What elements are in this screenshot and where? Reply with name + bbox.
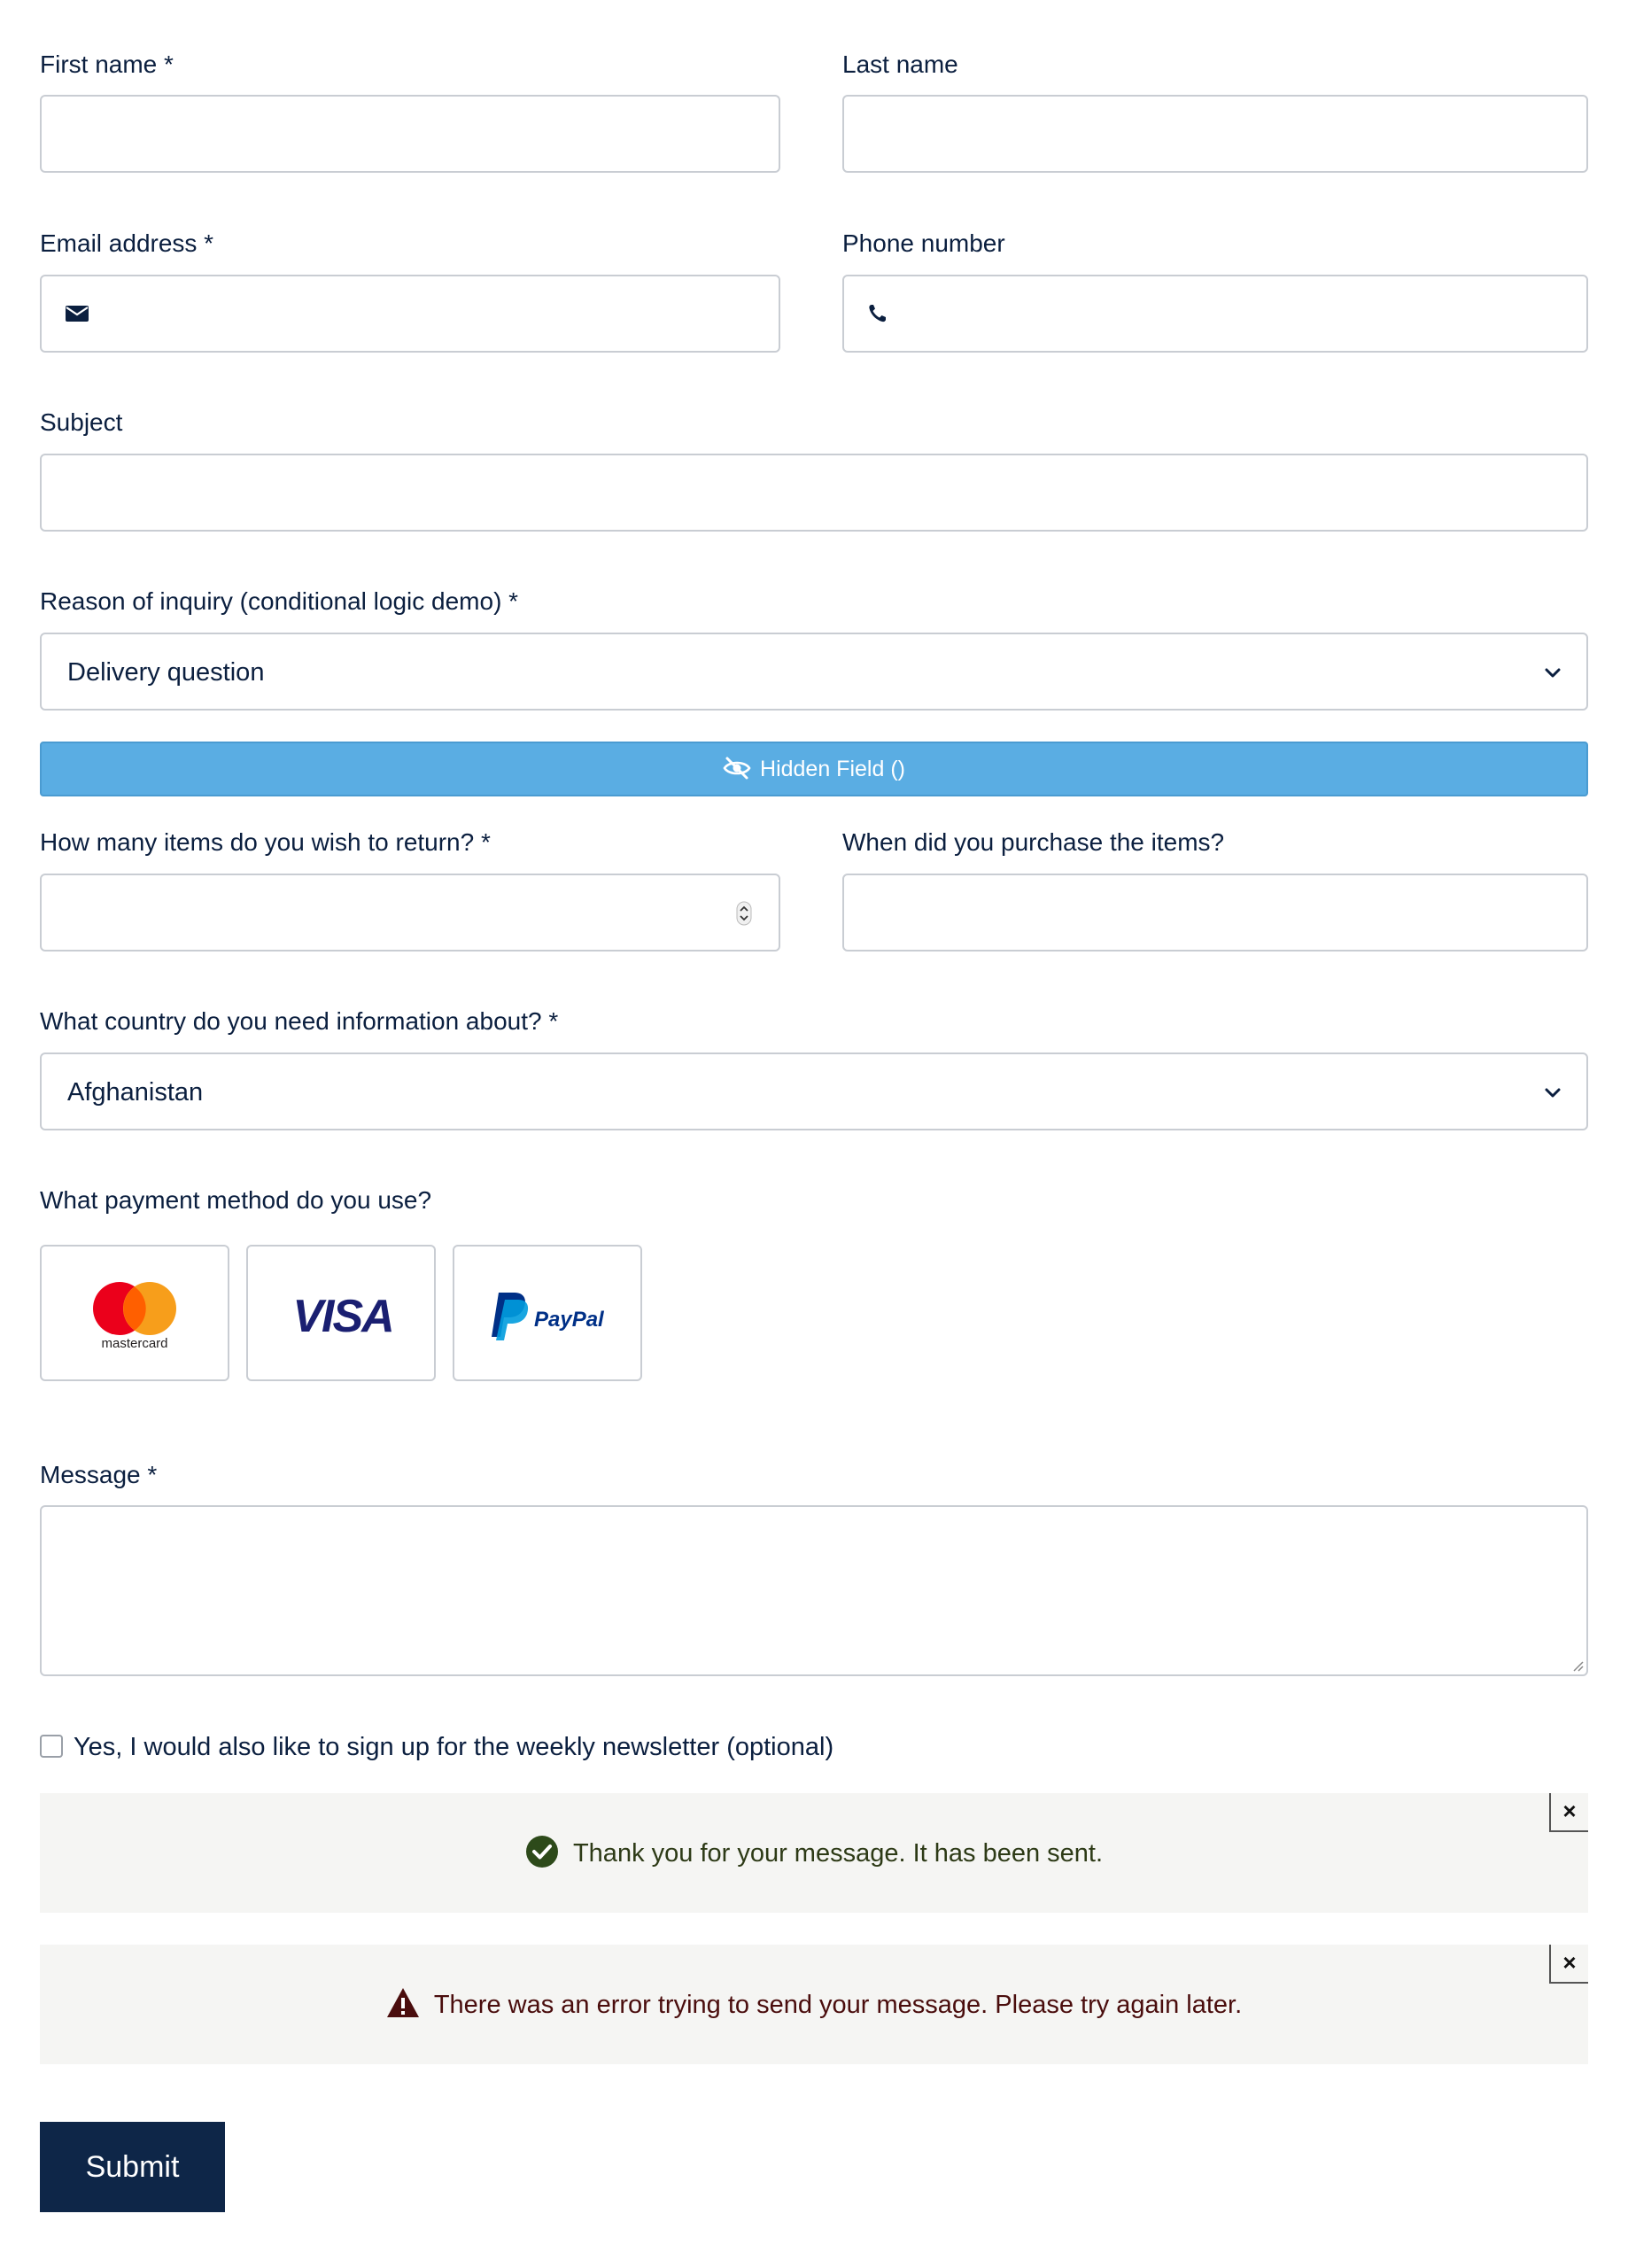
purchase-date-input[interactable] xyxy=(842,874,1588,951)
country-select[interactable] xyxy=(40,1052,1588,1130)
error-alert xyxy=(40,1945,1588,2064)
items-count-label: How many items do you wish to return? * xyxy=(40,828,491,856)
last-name-input[interactable] xyxy=(842,95,1588,173)
first-name-label: First name * xyxy=(40,50,174,78)
mastercard-logo xyxy=(86,1280,187,1351)
hidden-field-bar xyxy=(40,742,1588,796)
mastercard-caption: mastercard xyxy=(101,1336,168,1351)
chevron-down-icon xyxy=(1542,1083,1563,1104)
items-count-input[interactable] xyxy=(40,874,780,951)
subject-input[interactable] xyxy=(40,454,1588,532)
error-alert-text: There was an error trying to send your message. Please try again later. xyxy=(433,1991,1243,2019)
country-selected-value: Afghanistan xyxy=(67,1078,204,1107)
newsletter-checkbox[interactable] xyxy=(40,1735,63,1758)
eye-slash-icon xyxy=(723,756,751,781)
success-alert-text: Thank you for your message. It has been sent. xyxy=(572,1839,1104,1868)
paypal-caption: PayPal xyxy=(534,1308,604,1332)
reason-selected-value: Delivery question xyxy=(67,658,265,687)
country-label: What country do you need information about? * xyxy=(40,1007,559,1035)
newsletter-label: Yes, I would also like to sign up for the weekly newsletter (optional) xyxy=(74,1733,834,1761)
email-input[interactable] xyxy=(40,275,780,353)
reason-select[interactable] xyxy=(40,633,1588,711)
number-spinner-icon[interactable] xyxy=(736,901,752,926)
phone-input[interactable] xyxy=(842,275,1588,353)
visa-caption: VISA xyxy=(292,1293,393,1339)
close-error-alert-button[interactable]: × xyxy=(1549,1945,1588,1984)
envelope-icon xyxy=(65,303,89,324)
message-textarea[interactable] xyxy=(40,1505,1588,1676)
paypal-logo xyxy=(492,1291,609,1340)
reason-label: Reason of inquiry (conditional logic demo) * xyxy=(40,587,519,615)
close-success-alert-button[interactable]: × xyxy=(1549,1793,1588,1832)
last-name-label: Last name xyxy=(842,50,958,78)
chevron-down-icon xyxy=(1542,663,1563,684)
payment-option-paypal[interactable] xyxy=(453,1245,642,1381)
payment-option-mastercard[interactable] xyxy=(40,1245,229,1381)
submit-button[interactable]: Submit xyxy=(40,2122,225,2212)
visa-logo xyxy=(285,1293,400,1339)
phone-label: Phone number xyxy=(842,229,1005,257)
purchase-date-label: When did you purchase the items? xyxy=(842,828,1225,856)
check-circle-icon xyxy=(525,1835,559,1868)
payment-option-visa[interactable] xyxy=(246,1245,436,1381)
email-label: Email address * xyxy=(40,229,214,257)
warning-triangle-icon xyxy=(386,1986,420,2020)
success-alert xyxy=(40,1793,1588,1913)
subject-label: Subject xyxy=(40,408,123,436)
payment-label: What payment method do you use? xyxy=(40,1186,432,1214)
first-name-input[interactable] xyxy=(40,95,780,173)
resize-handle-icon[interactable] xyxy=(1571,1659,1584,1672)
hidden-field-label: Hidden Field () xyxy=(760,757,905,781)
phone-icon xyxy=(867,303,892,324)
message-label: Message * xyxy=(40,1461,158,1488)
